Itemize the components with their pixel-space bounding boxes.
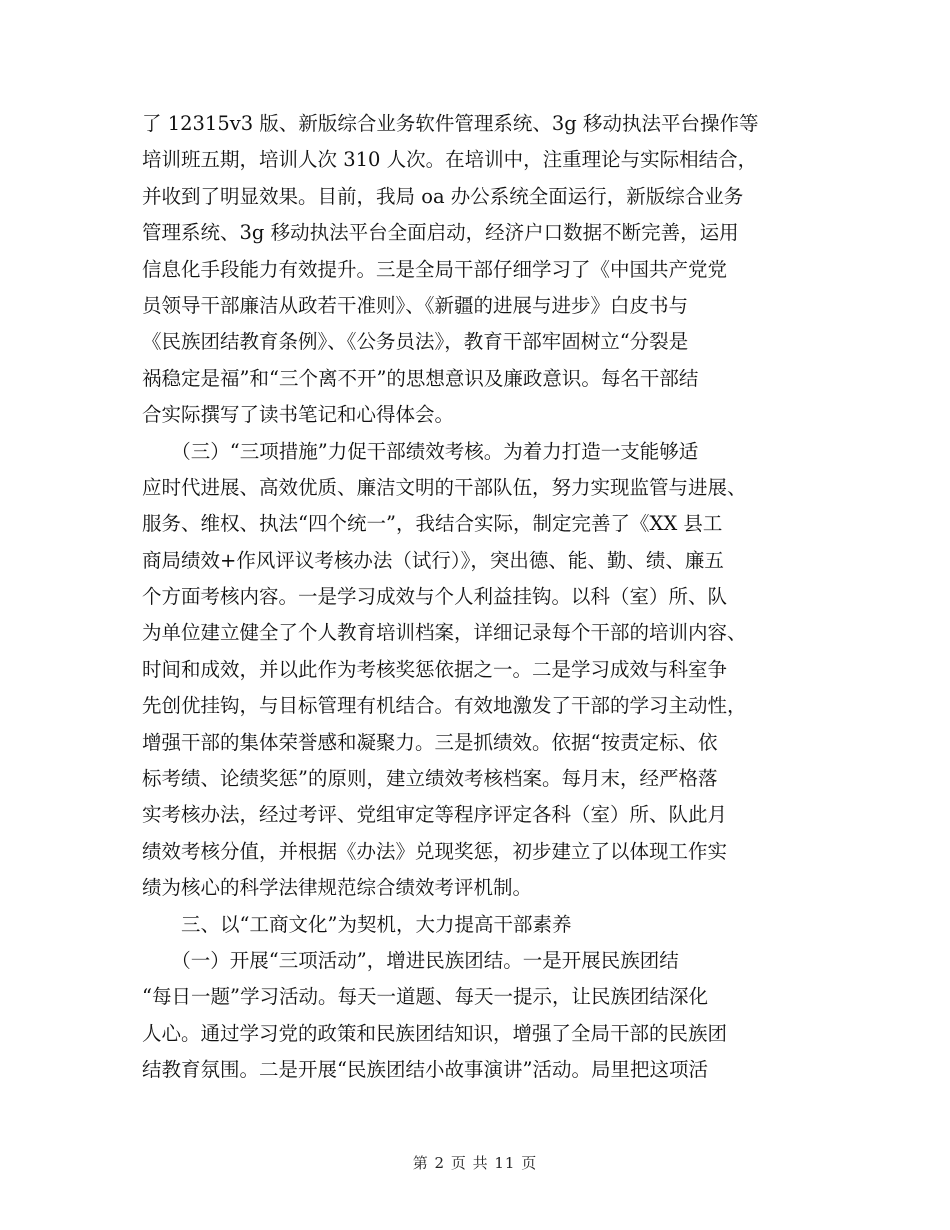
text-line: 三、以“工商文化”为契机，大力提高干部素养 <box>142 912 572 936</box>
text-line: “每日一题”学习活动。每天一道题、每天一提示，让民族团结深化 <box>142 985 708 1009</box>
text-line: 标考绩、论绩奖惩”的原则，建立绩效考核档案。每月末，经严格落 <box>142 767 718 791</box>
text-line: 为单位建立健全了个人教育培训档案，详细记录每个干部的培训内容、 <box>142 621 747 645</box>
text-line: 实考核办法，经过考评、党组审定等程序评定各科（室）所、队此月 <box>142 803 728 827</box>
text-line: 祸稳定是福”和“三个离不开”的思想意识及廉政意识。每名干部结 <box>142 366 699 390</box>
text-line: 人心。通过学习党的政策和民族团结知识，增强了全局干部的民族团 <box>142 1021 728 1045</box>
text-line: 增强干部的集体荣誉感和凝聚力。三是抓绩效。依据“按责定标、依 <box>142 730 718 754</box>
text-line: 信息化手段能力有效提升。三是全局干部仔细学习了《中国共产党党 <box>142 257 728 281</box>
text-line: 了 12315v3 版、新版综合业务软件管理系统、3g 移动执法平台操作等 <box>142 112 759 135</box>
text-line: 个方面考核内容。一是学习成效与个人利益挂钩。以科（室）所、队 <box>142 585 728 609</box>
text-line: 员领导干部廉洁从政若干准则》、《新疆的进展与进步》白皮书与 <box>142 293 689 317</box>
text-line: 先创优挂钩，与目标管理有机结合。有效地激发了干部的学习主动性， <box>142 694 747 718</box>
text-line: 并收到了明显效果。目前，我局 oa 办公系统全面运行，新版综合业务 <box>142 184 744 208</box>
text-line: 绩效考核分值，并根据《办法》兑现奖惩，初步建立了以体现工作实 <box>142 839 728 863</box>
page-footer: 第 2 页 共 11 页 <box>412 1154 538 1172</box>
text-line: 绩为核心的科学法律规范综合绩效考评机制。 <box>142 876 533 900</box>
text-line: 结教育氛围。二是开展“民族团结小故事演讲”活动。局里把这项活 <box>142 1058 708 1082</box>
text-line: 时间和成效，并以此作为考核奖惩依据之一。二是学习成效与科室争 <box>142 657 728 681</box>
text-line: 合实际撰写了读书笔记和心得体会。 <box>142 403 455 427</box>
text-line: 商局绩效+作风评议考核办法（试行）》，突出德、能、勤、绩、廉五 <box>142 548 724 572</box>
text-line: 应时代进展、高效优质、廉洁文明的干部队伍，努力实现监管与进展、 <box>142 475 747 499</box>
text-line: （三）“三项措施”力促干部绩效考核。为着力打造一支能够适 <box>142 439 699 463</box>
text-line: 《民族团结教育条例》、《公务员法》，教育干部牢固树立“分裂是 <box>142 330 689 354</box>
text-line: 服务、维权、执法“四个统一”，我结合实际，制定完善了《XX 县工 <box>142 512 723 536</box>
text-line: 培训班五期，培训人次 310 人次。在培训中，注重理论与实际相结合， <box>142 148 758 172</box>
text-line: 管理系统、3g 移动执法平台全面启动，经济户口数据不断完善，运用 <box>142 221 739 245</box>
body-text <box>142 106 810 1089</box>
text-line: （一）开展“三项活动”，增进民族团结。一是开展民族团结 <box>142 948 679 972</box>
